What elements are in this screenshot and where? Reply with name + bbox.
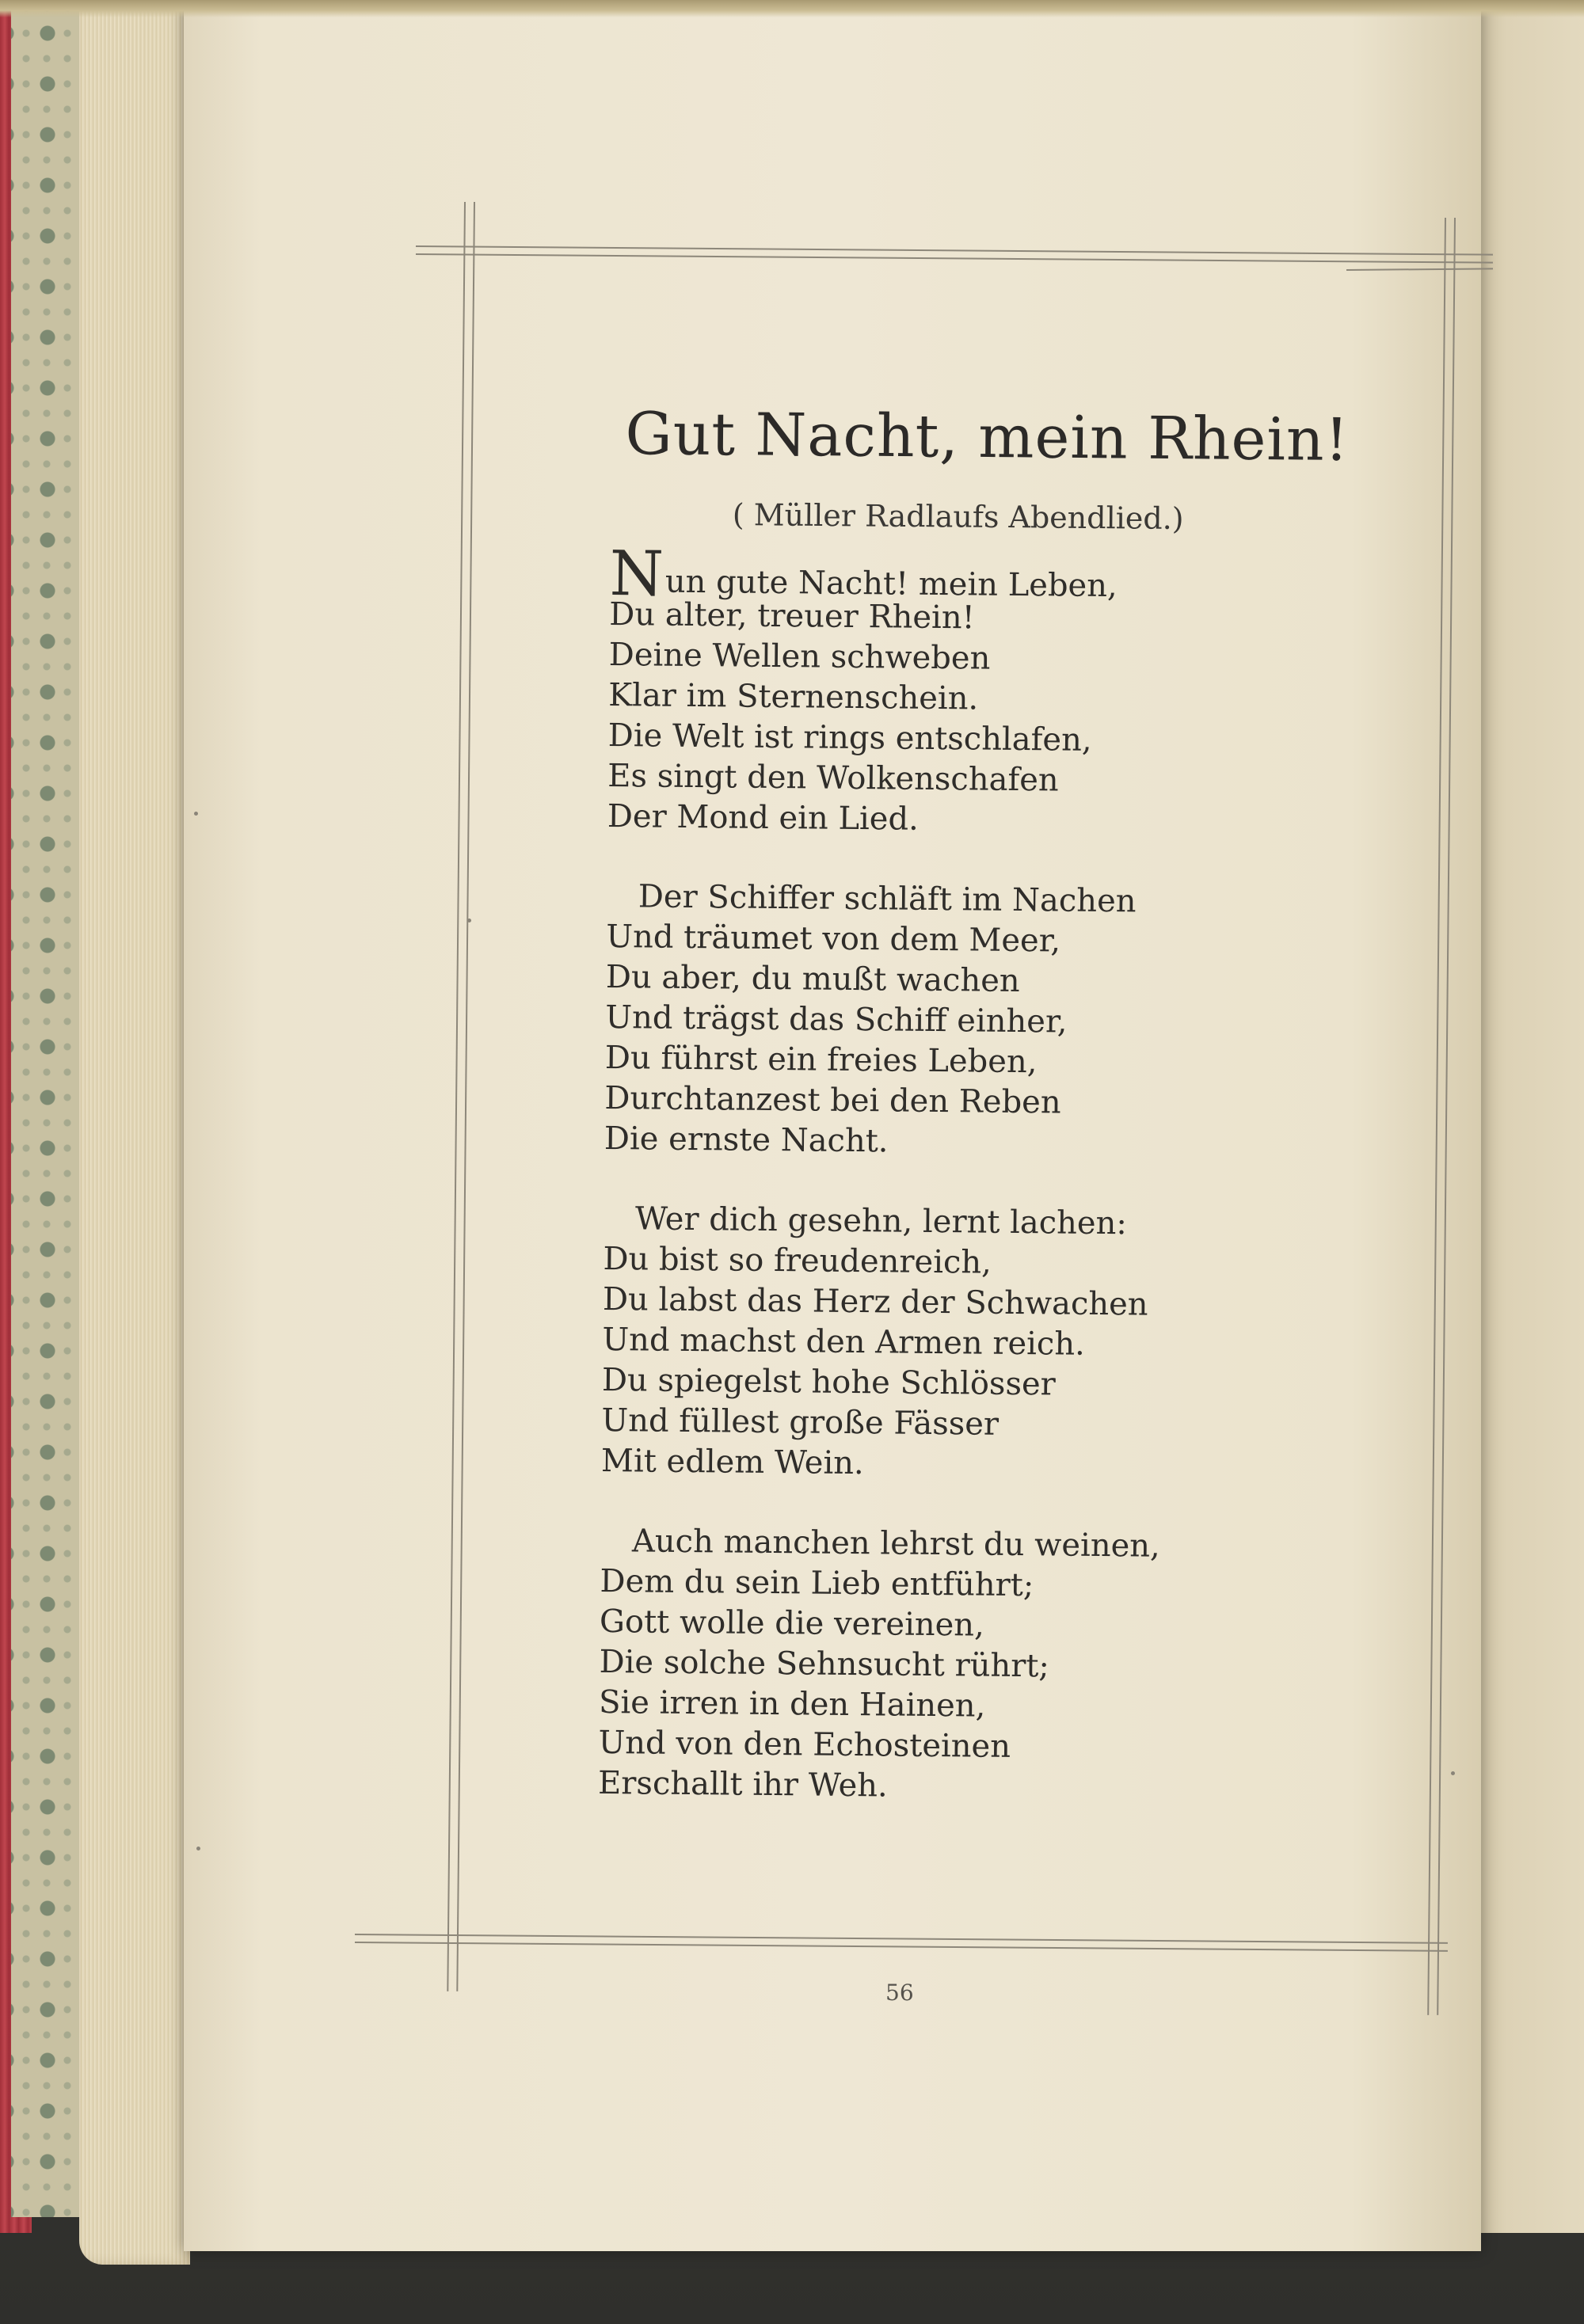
poem-line: Dem du sein Lieb entführt; <box>600 1562 1034 1604</box>
poem-line: Und machst den Armen reich. <box>602 1321 1086 1363</box>
poem-line: Auch manchen lehrst du weinen, <box>631 1523 1160 1565</box>
patterned-endpaper <box>11 8 85 2217</box>
drop-cap: N <box>609 538 664 610</box>
poem-line: Es singt den Wolkenschafen <box>607 757 1059 799</box>
facing-page-edge <box>1473 0 1584 2233</box>
poem-body <box>597 538 1307 1850</box>
poem-line: Nun gute Nacht! mein Leben, <box>609 538 1118 610</box>
poem-title: Gut Nacht, mein Rhein! <box>625 400 1350 474</box>
paper-speck <box>196 1847 200 1850</box>
poem-line: Und träumet von dem Meer, <box>606 918 1061 960</box>
poem-line: Du bist so freudenreich, <box>603 1240 992 1281</box>
poem-line: Du aber, du mußt wachen <box>605 958 1020 999</box>
poem-line: Erschallt ihr Weh. <box>597 1764 888 1805</box>
poem-line: Du spiegelst hohe Schlösser <box>601 1361 1056 1403</box>
poem-line: Und füllest große Fässer <box>601 1402 1000 1443</box>
poem-line: Du labst das Herz der Schwachen <box>602 1280 1148 1323</box>
paper-speck <box>467 919 471 922</box>
stanza-2 <box>604 877 1304 1166</box>
poem-line: Sie irren in den Hainen, <box>598 1683 986 1725</box>
poem-line: Der Schiffer schläft im Nachen <box>638 878 1137 920</box>
poem-line: Deine Wellen schweben <box>608 636 991 677</box>
poem-line: Klar im Sternenschein. <box>608 676 979 717</box>
page-number: 56 <box>885 1980 914 2006</box>
gilt-page-top <box>0 0 1584 17</box>
poem-line: Und von den Echosteinen <box>598 1724 1011 1765</box>
poem-line: Und trägst das Schiff einher, <box>605 998 1068 1040</box>
poem-line: Du alter, treuer Rhein! <box>609 595 975 637</box>
poem-line: Die Welt ist rings entschlafen, <box>607 717 1092 759</box>
poem-line: Wer dich gesehn, lernt lachen: <box>634 1200 1128 1242</box>
poem-line: Die solche Sehnsucht rührt; <box>599 1643 1050 1685</box>
stanza-3 <box>601 1199 1300 1488</box>
poem-line: Mit edlem Wein. <box>600 1442 864 1482</box>
poem-line: Du führst ein freies Leben, <box>604 1039 1038 1081</box>
page-edges <box>79 0 190 2265</box>
poem-subtitle: ( Müller Radlaufs Abendlied.) <box>732 497 1184 536</box>
poem-line: Die ernste Nacht. <box>604 1120 889 1160</box>
paper-speck <box>1451 1771 1455 1775</box>
stanza-1 <box>607 538 1307 843</box>
stanza-4 <box>598 1521 1297 1810</box>
paper-speck <box>194 812 198 816</box>
poem-line: Gott wolle die vereinen, <box>599 1603 985 1644</box>
poem-line: Durchtanzest bei den Reben <box>604 1079 1061 1121</box>
poem-line: Der Mond ein Lied. <box>607 797 920 838</box>
